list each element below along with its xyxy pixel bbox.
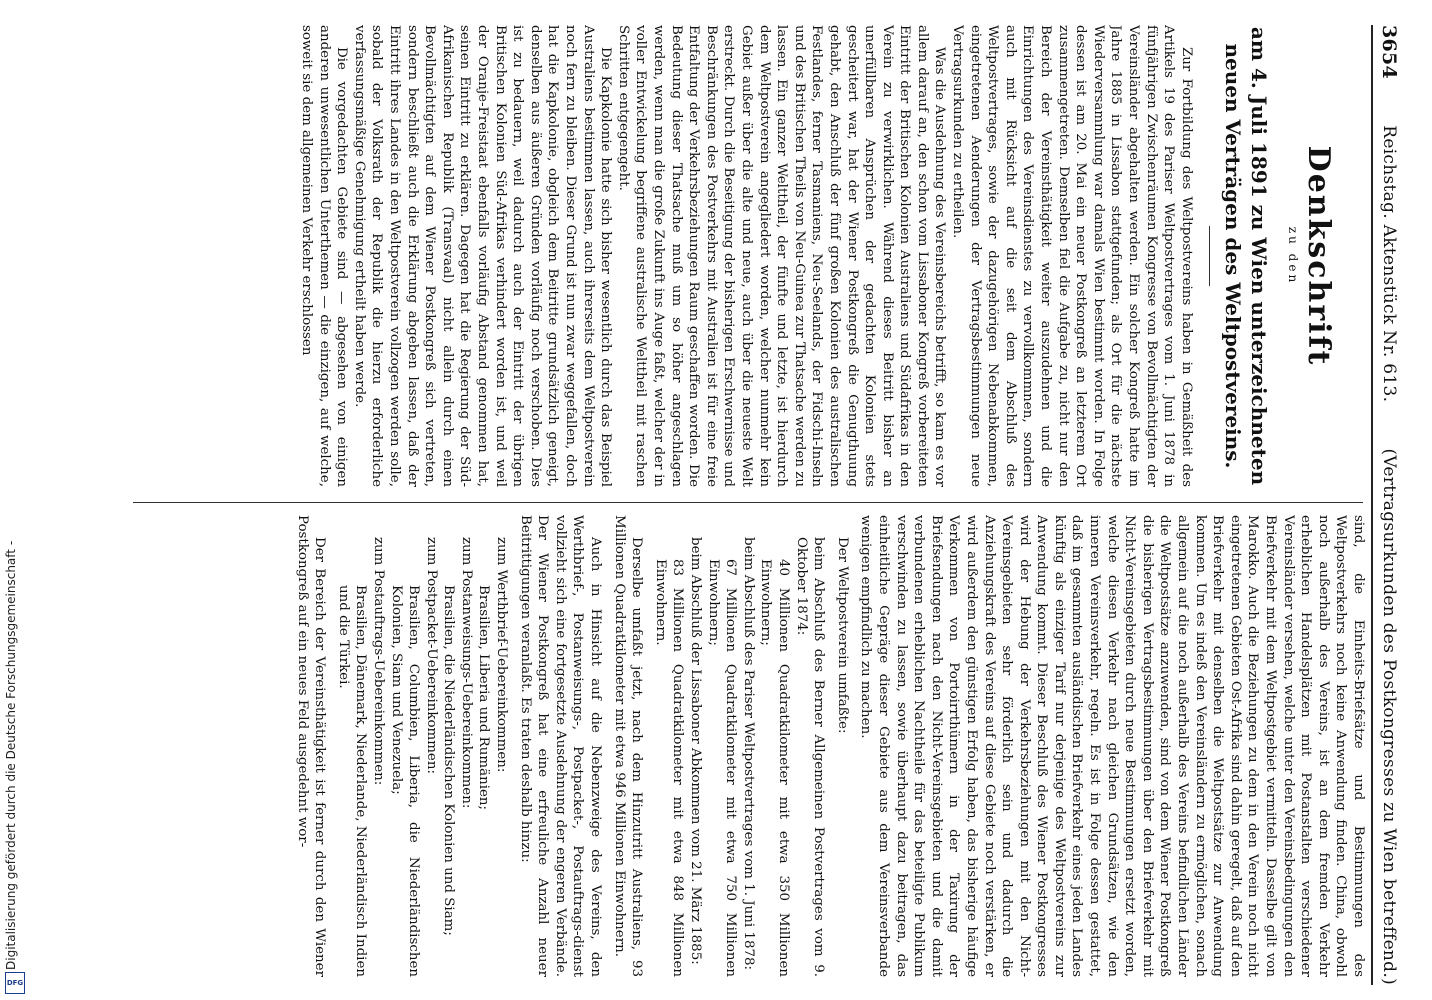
paragraph: Die vorgedachten Gebiete sind — abgesehen von einigen anderen unwesentlichen Unterthemen — die einzigen, auf welche, soweit sie dem allgemeinen Verkehr erschlossen	[299, 25, 350, 487]
join-countries: Brasilien, Liberia und Rumänien;	[476, 585, 492, 811]
credit-text: Digitalisierung gefördert durch die Deutsche Forschungsgemeinschaft -	[4, 540, 18, 970]
join-heading: zum Postpacket-Uebereinkommen:	[423, 537, 439, 774]
stats-line: 40 Millionen Quadratkilometer mit etwa 350 Millionen Einwohnern;	[758, 559, 791, 977]
stats-line: 83 Millionen Quadratkilometer mit etwa 848 Millionen Einwohnern.	[652, 559, 686, 977]
paragraph: Der Bereich der Vereinsthätigkeit ist ferner durch den Wiener Postkongreß auf ein neues Feld ausgedehnt wor-	[294, 515, 328, 977]
left-column	[127, 25, 1367, 487]
page-number: 3654	[1378, 25, 1400, 80]
header-rule	[1371, 25, 1373, 985]
stats-line: beim Abschluß des Pariser Weltpostvertrages vom 1. Juni 1878:	[740, 537, 756, 971]
join-heading: zum Werthbrief-Uebereinkommen:	[494, 537, 510, 773]
paragraph: Die Kapkolonie hatte sich bisher wesentlich durch das Beispiel Australiens bestimmen lassen, auch ihrerseits dem Weltpostverein noch fern zu bleiben. Dieser Grund ist nun zwar weggefallen, doch hat die Kapkolonie, obgleich dem Beitritte grundsätzlich geneigt, denselben aus äußeren Gründen vorläufig noch verschoben. Dies ist zu bedauern, weil dadurch auch der Eintritt der übrigen Britischen Kolonien Süd-Afrikas verhindert worden ist, und weil der Oranje-Freistaat ebenfalls vorläufig Abstand genommen hat, seinen Eintritt zu erklären. Dagegen hat die Regierung der Süd-Afrikanischen Republik (Transvaal) nicht allein durch einen Bevollmächtigten auf dem Wiener Postkongreß sich vertreten, sondern beschließt auch die Erklärung abgeben lassen, daß der Eintritt ihres Landes in den Weltpostverein vollzogen werden solle, sobald der Volksrath der Republik die hierzu erforderliche verfassungsmäßige Genehmigung ertheilt haben werde.	[351, 25, 614, 487]
stats-line: beim Abschluß des Berner Allgemeinen Postvertrages vom 9. Oktober 1874:	[793, 537, 827, 977]
stats-intro: Der Weltpostverein umfaßte:	[834, 537, 850, 734]
paragraph: Was die Ausdehnung des Vereinsbereichs betrifft, so kam es vor allem darauf an, den schon vom Lissaboner Kongreß vorbereiteten Eintritt der Britischen Kolonien Australiens und Südafrikas in den Verein zu verwirklichen. Während dieses Beitritt bisher an unerfüllbaren Ansprüchen der gedachten Kolonien stets gescheitert war, hat der Wiener Postkongreß die Genugthuung gehabt, den Anschluß der fünf großen Kolonien des australischen Festlandes, ferner Tasmaniens, Neu-Seelands, der Fidschi-Inseln und des Britischen Theils von Neu-Guinea zur Thatsache werden zu lassen. Ein ganzer Welttheil, der fünfte und letzte, ist hierdurch dem Weltpostverein angegliedert worden, welcher nunmehr kein Gebiet außer über die alte und neue, auch über die neueste Welt erstreckt. Durch die Beseitigung der bisherigen Erschwernisse und Beschränkungen des Postverkehrs mit Australien ist für eine freie Entfaltung der Verkehrsbeziehungen Raum geschaffen worden. Die Bedeutung dieser Thatsache muß um so höher angeschlagen werden, wenn man die große Zukunft ins Auge faßt, welcher der in voller Entwickelung begriffene australische Welttheil mit raschen Schritten entgegengeht.	[615, 25, 948, 487]
header-right: (Vertragsurkunden des Postkongresses zu Wien betreffend.)	[1379, 448, 1399, 985]
page-header	[1375, 25, 1403, 985]
join-heading: zum Postauftrags-Uebereinkommen:	[370, 537, 386, 786]
join-countries: Brasilien, Columbien, Liberia, die Niederländischen Kolonien, Siam und Venezuela;	[388, 585, 422, 977]
document-subtitle: am 4. Juli 1891 zu Wien unterzeichneten neuen Verträgen des Weltpostvereins.	[1220, 26, 1271, 486]
subtitle-rule	[1209, 226, 1210, 286]
column-divider	[133, 502, 1363, 503]
right-column	[127, 515, 1367, 977]
document-title: Denkschrift	[1301, 145, 1336, 367]
paragraph: sind, die Einheits-Briefsätze und Bestimmungen des Weltpostverkehrs noch keine Anwendung finden. China, obwohl noch außerhalb des Vereins, ist an dem fremden Verkehr erheblichen Handelsplätzen mit Postanstalten verschiedener Vereinsländer versehen, welche unter den Vereinsbedingungen den Briefverkehr mit dem Weltpostgebiet vermitteln. Dasselbe gilt von Marokko. Auch die Beziehungen zu dem in den Verein noch nicht eingetretenen Gebieten Ost-Afrika sind dahin geregelt, daß auf den Briefverkehr mit denselben die Weltpostsätze zur Anwendung kommen. Um es indeß den Vereinsländern zu ermöglichen, sonach allgemein auf die noch außerhalb des Vereins befindlichen Länder die Weltpostsätze anzuwenden, sind von dem Wiener Postkongreß die bisherigen Vertragsbestimmungen über den Briefverkehr mit Nicht-Vereinsgebieten durch neue Bestimmungen ersetzt worden, welche diesen Verkehr nach gleichen Grundsätzen, wie den inneren Vereinsverkehr, regeln. Es ist in Folge dessen gestattet, daß im gesammten ausländischen Briefverkehr eines jeden Landes künftig als einziger Tarif nur derjenige des Weltpostvereins zur Anwendung kommt. Dieser Beschluß des Wiener Postkongresses wird der Hebung der Verkehrsbeziehungen mit den Nicht-Vereinsgebieten sehr förderlich sein und dadurch die Anziehungskraft des Vereins auf diese Gebiete noch verstärken, er wird außerdem den günstigen Erfolg haben, das bisherige häufige Verkommen von Portoirrthümern in der Taxirung der Briefsendungen nach den Nicht-Vereinsgebieten und die damit verbundenen erheblichen Nachtheile für das beteiligte Publikum verschwinden zu lassen, sowie überhaupt dazu beitragen, das einheitliche Gepräge dieser Gebiete aus dem Vereinsverbande wenigen empfindlich zu machen.	[858, 515, 1366, 977]
join-countries: Brasilien, Dänemark, Niederlande, Niederländisch Indien und die Türkei.	[335, 585, 369, 977]
header-center: Reichstag. Aktenstück Nr. 613.	[1379, 125, 1399, 403]
paragraph: Auch in Hinsicht auf die Nebenzweige des Vereins, den Werthbrief-, Postanweisungs-, Postpacket-, Postauftrags-dienst vollzieht sich eine fortgesetzte Ausdehnung der engeren Verbände. Der Wiener Postkongreß hat eine erfreuliche Anzahl neuer Beitrittigungen veranlaßt. Es traten deshalb hinzu:	[517, 515, 604, 977]
digitization-credit	[0, 0, 30, 1000]
join-countries: Brasilien, die Niederländischen Kolonien und Siam;	[441, 585, 457, 936]
paragraph: Derselbe umfaßt jetzt, nach dem Hinzutritt Australiens, 93 Millionen Quadratkilometer mit etwa 946 Millionen Einwohnern.	[611, 515, 645, 977]
dfg-logo-icon: DFG	[5, 972, 25, 994]
document-page	[103, 25, 1403, 985]
title-connector: zu den	[1286, 226, 1301, 286]
stats-line: 67 Millionen Quadratkilometer mit etwa 750 Millionen Einwohnern;	[705, 559, 739, 977]
join-heading: zum Postanweisungs-Uebereinkommen:	[458, 537, 474, 809]
paragraph: Zur Fortbildung des Weltpostvereins haben in Gemäßheit des Artikels 19 des Pariser Weltpostvertrages vom 1. Juni 1878 in fünfjährigen Zwischenräumen Kongresse von Bevollmächtigten der Vereinsländer abgehalten werden. Ein solcher Kongreß hatte im Jahre 1885 in Lissabon stattgefunden; als Ort für die nächste Wiederversammlung war damals Wien bestimmt worden. In Folge dessen ist am 20. Mai ein neuer Postkongreß an letzterem Ort zusammengetreten. Demselben fiel die Aufgabe zu, nicht nur den Bereich der Vereinsthätigkeit weiter auszudehnen und die Einrichtungen des Vereinsdienstes zu vervollkommnen, sondern auch mit Rücksicht auf die seit dem Abschluß des Weltpostvertrages, sowie der dazugehörigen Nebenabkommen, eingetretenen Aenderungen der Vertragsbestimmungen neue Vertragsurkunden zu ertheilen.	[950, 25, 1194, 487]
stats-line: beim Abschluß der Lissaboner Abkommen vom 21. März 1885:	[688, 537, 704, 965]
